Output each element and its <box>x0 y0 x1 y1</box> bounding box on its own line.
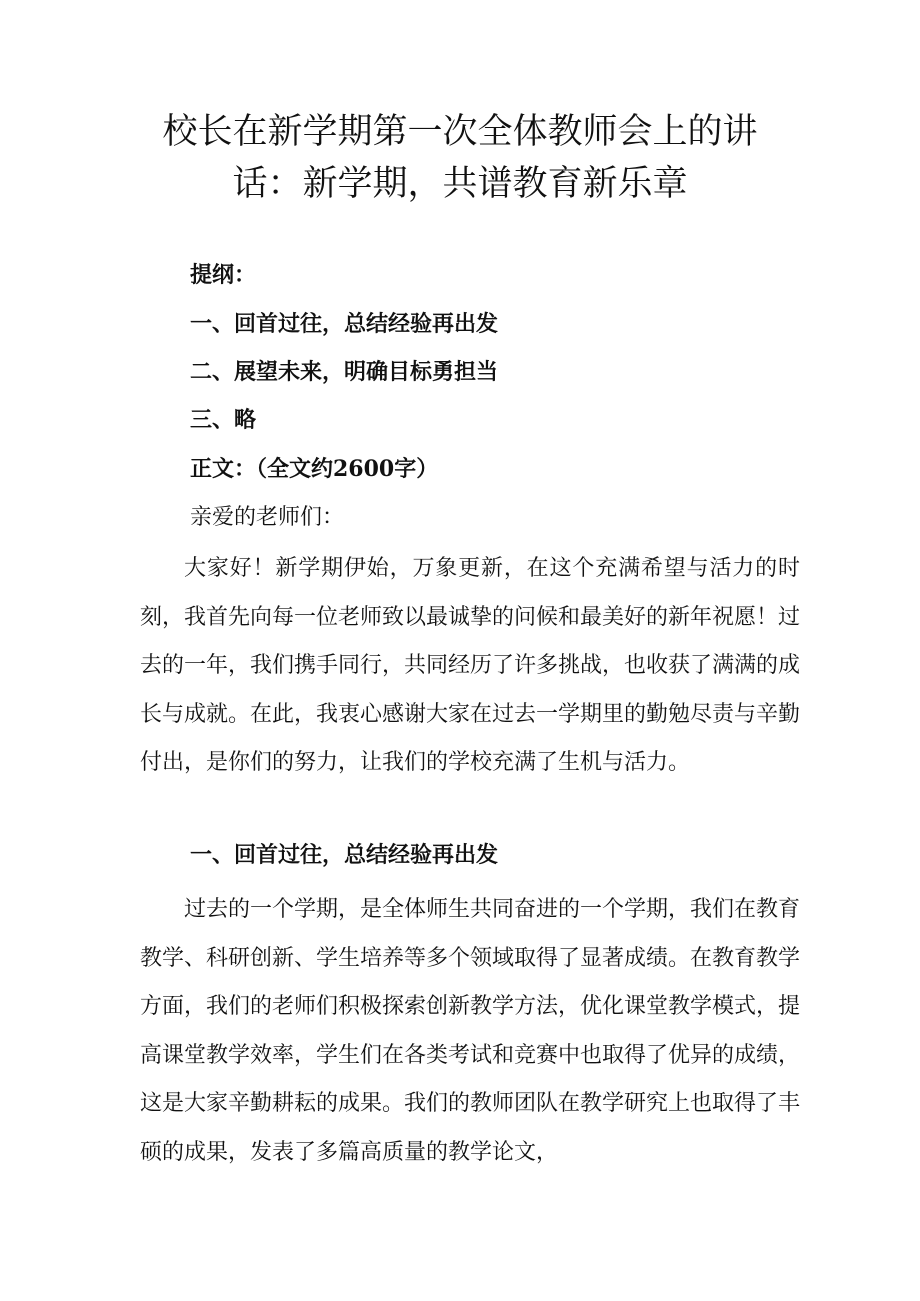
outline-label: 提纲： <box>190 262 257 288</box>
document-title-line-1: 校长在新学期第一次全体教师会上的讲 <box>162 112 758 152</box>
document-title-line-2: 话：新学期，共谱教育新乐章 <box>232 164 688 204</box>
section-1-heading: 一、回首过往，总结经验再出发 <box>190 842 499 868</box>
paragraph-1: 大家好！新学期伊始，万象更新，在这个充满希望与活力的时刻，我首先向每一位老师致以最诚挚的问候和最美好的新年祝愿！过去的一年，我们携手同行，共同经历了许多挑战，也收获了满满的成长与成就。在此，我衷心感谢大家在过去一学期里的勤勉尽责与辛勤付出，是你们的努力，让我们的学校充满了生机与活力。 <box>140 556 800 776</box>
paragraph-2: 过去的一个学期，是全体师生共同奋进的一个学期，我们在教育教学、科研创新、学生培养等多个领域取得了显著成绩。在教育教学方面，我们的老师们积极探索创新教学方法，优化课堂教学模式，提高课堂教学效率，学生们在各类考试和竞赛中也取得了优异的成绩，这是大家辛勤耕耘的成果。我们的教师团队在教学研究上也取得了丰硕的成果，发表了多篇高质量的教学论文， <box>140 897 800 1165</box>
body-label: 正文：（全文约2600字） <box>190 456 439 482</box>
outline-item-1: 一、回首过往，总结经验再出发 <box>190 311 499 337</box>
greeting: 亲爱的老师们： <box>190 505 345 530</box>
outline-item-2: 二、展望未来，明确目标勇担当 <box>190 359 499 385</box>
outline-item-3: 三、略 <box>190 407 257 433</box>
